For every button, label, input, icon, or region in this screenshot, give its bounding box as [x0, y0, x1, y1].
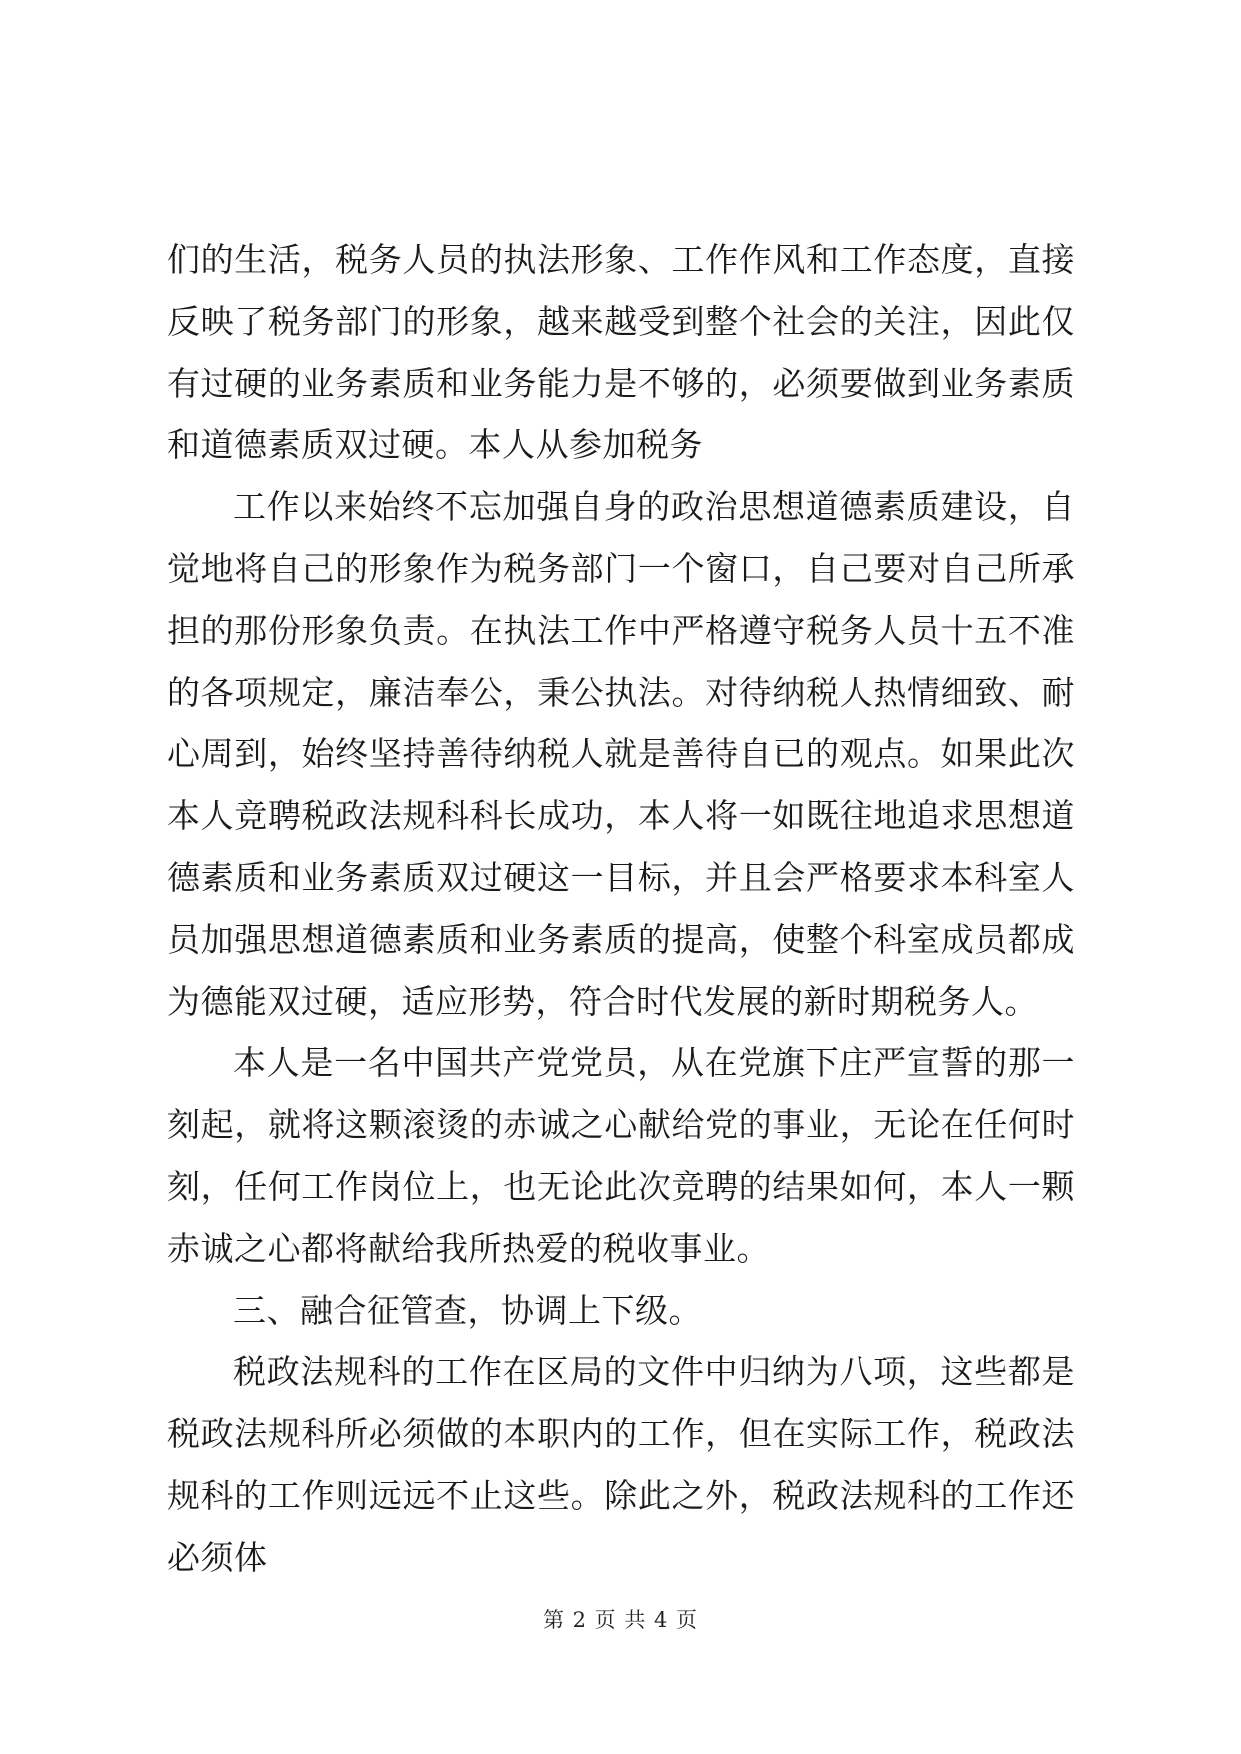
paragraph-2: 工作以来始终不忘加强自身的政治思想道德素质建设，自觉地将自己的形象作为税务部门一个窗口，自己要对自己所承担的那份形象负责。在执法工作中严格遵守税务人员十五不准的各项规定，廉洁奉公，秉公执法。对待纳税人热情细致、耐心周到，始终坚持善待纳税人就是善待自已的观点。如果此次本人竞聘税政法规科科长成功，本人将一如既往地追求思想道德素质和业务素质双过硬这一目标，并且会严格要求本科室人员加强思想道德素质和业务素质的提高，使整个科室成员都成为德能双过硬，适应形势，符合时代发展的新时期税务人。 — [167, 487, 1075, 1021]
paragraph-5: 税政法规科的工作在区局的文件中归纳为八项，这些都是税政法规科所必须做的本职内的工作，但在实际工作，税政法规科的工作则远远不止这些。除此之外，税政法规科的工作还必须体 — [167, 1352, 1075, 1577]
paragraph-1: 们的生活，税务人员的执法形象、工作作风和工作态度，直接反映了税务部门的形象，越来越受到整个社会的关注，因此仅有过硬的业务素质和业务能力是不够的，必须要做到业务素质和道德素质双过硬。本人从参加税务 — [167, 240, 1075, 465]
document-body — [167, 229, 1075, 1589]
section-heading-3: 三、融合征管查，协调上下级。 — [233, 1290, 702, 1330]
page-footer: 第 2 页 共 4 页 — [542, 1608, 699, 1632]
paragraph-3: 本人是一名中国共产党党员，从在党旗下庄严宣誓的那一刻起，就将这颗滚烫的赤诚之心献给党的事业，无论在任何时刻，任何工作岗位上，也无论此次竞聘的结果如何，本人一颗赤诚之心都将献给我所热爱的税收事业。 — [167, 1043, 1075, 1268]
